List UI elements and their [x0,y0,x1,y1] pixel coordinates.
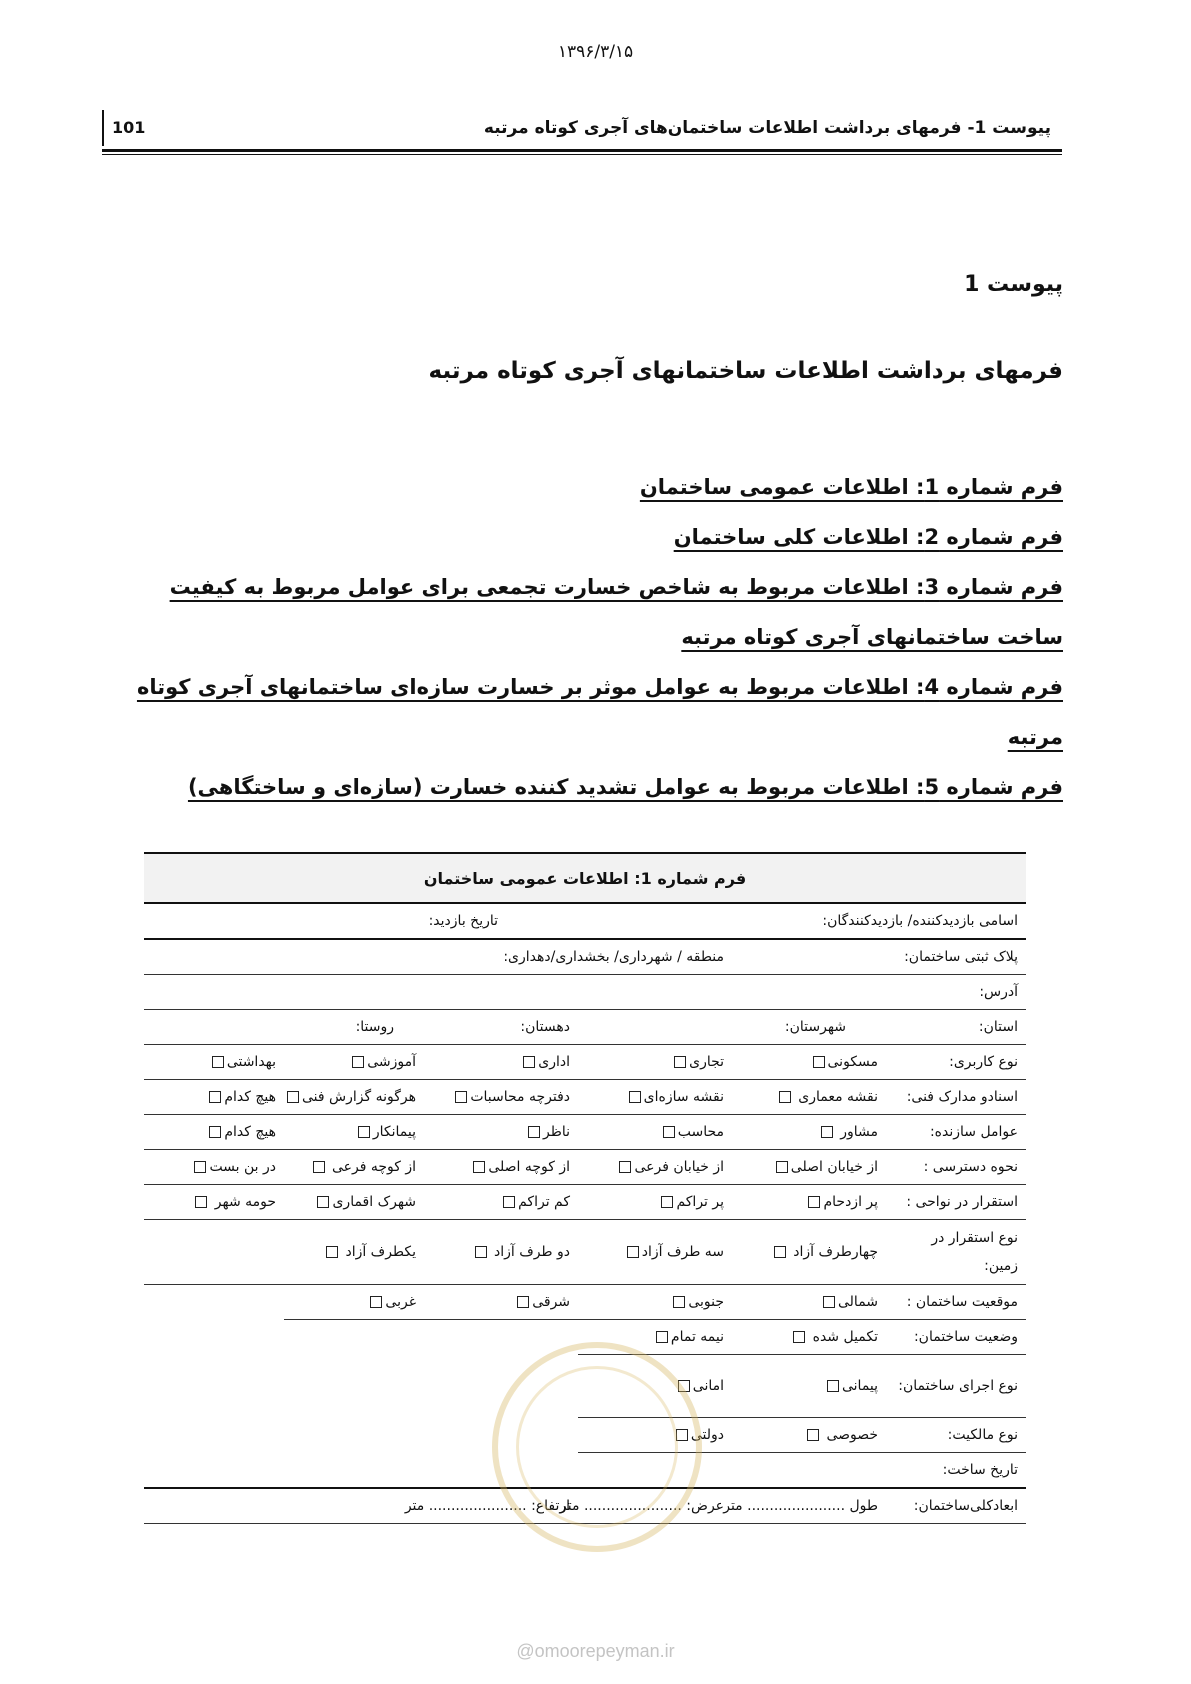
dimensions-label: ابعادکلی‌ساختمان: [886,1488,1026,1524]
forms-list-item: فرم شماره 3: اطلاعات مربوط به شاخص خسارت تجمعی برای عوامل مربوط به کیفیت ساخت ساختمانهای آجری کوتاه مرتبه [169,575,1063,649]
appendix-label: پیوست 1 [964,272,1063,297]
usage-option[interactable]: اداری [424,1045,578,1080]
checkbox-icon[interactable] [827,1380,839,1392]
builders-option[interactable]: مشاور [732,1115,886,1150]
running-header-title: پیوست 1- فرمهای برداشت اطلاعات ساختمان‌های آجری کوتاه مرتبه [483,118,1051,138]
placement-label: نوع استقرار در زمین: [886,1220,1026,1285]
status-option[interactable]: تکمیل شده [732,1320,886,1355]
orientation-option[interactable]: شمالی [732,1285,886,1320]
visit-date-label: تاریخ بازدید: [144,903,578,939]
checkbox-icon[interactable] [517,1296,529,1308]
ownership-label: نوع مالکیت: [886,1418,1026,1453]
header-rule-thin [102,154,1062,155]
forms-list-item: فرم شماره 4: اطلاعات مربوط به عوامل موثر بر خسارت سازه‌ای ساختمانهای آجری کوتاه مرتبه [136,675,1063,749]
checkbox-icon[interactable] [475,1246,487,1258]
documents-option[interactable]: نقشه معماری [732,1080,886,1115]
header-divider-vertical [102,110,104,146]
seal-watermark-icon [492,1342,702,1552]
checkbox-icon[interactable] [195,1196,207,1208]
ownership-option[interactable]: خصوصی [732,1418,886,1453]
document-title: فرمهای برداشت اطلاعات ساختمانهای آجری کوتاه مرتبه [428,358,1063,384]
checkbox-icon[interactable] [287,1091,299,1103]
placement-option[interactable]: دو طرف آزاد [424,1220,578,1285]
status-option[interactable]: نیمه تمام [578,1320,732,1355]
forms-list-item: فرم شماره 5: اطلاعات مربوط به عوامل تشدید کننده خسارت (سازه‌ای و ساختگاهی) [187,775,1063,799]
access-option[interactable]: از کوچه فرعی [284,1150,424,1185]
execution-label: نوع اجرای ساختمان: [886,1355,1026,1418]
checkbox-icon[interactable] [209,1091,221,1103]
access-label: نحوه دسترسی : [886,1150,1026,1185]
checkbox-icon[interactable] [813,1056,825,1068]
location-label: استقرار در نواحی : [886,1185,1026,1220]
documents-option[interactable]: نقشه سازه‌ای [578,1080,732,1115]
orientation-option[interactable]: غربی [284,1285,424,1320]
checkbox-icon[interactable] [473,1161,485,1173]
orientation-option[interactable]: شرقی [424,1285,578,1320]
district-label: دهستان: [424,1010,578,1045]
documents-option[interactable]: دفترچه محاسبات [424,1080,578,1115]
usage-option[interactable]: بهداشتی [144,1045,284,1080]
forms-list-item: فرم شماره 1: اطلاعات عمومی ساختمان [639,475,1063,499]
checkbox-icon[interactable] [776,1161,788,1173]
location-option[interactable]: کم تراکم [424,1185,578,1220]
checkbox-icon[interactable] [317,1196,329,1208]
dimension-height[interactable]: ارتفاع: ...................... متر [144,1488,578,1524]
province-label: استان: [886,1010,1026,1045]
dimension-length[interactable]: طول ...................... متر [732,1488,886,1524]
checkbox-icon[interactable] [627,1246,639,1258]
ownership-option[interactable]: دولتی [578,1418,732,1453]
access-option[interactable]: در بن بست [144,1150,284,1185]
forms-list-item: فرم شماره 2: اطلاعات کلی ساختمان [673,525,1063,549]
form1-caption: فرم شماره 1: اطلاعات عمومی ساختمان [144,853,1026,903]
visitors-label: اسامی بازدیدکننده/ بازدیدکنندگان: [578,903,1026,939]
usage-option[interactable]: آموزشی [284,1045,424,1080]
checkbox-icon[interactable] [656,1331,668,1343]
orientation-label: موقعیت ساختمان : [886,1285,1026,1320]
checkbox-icon[interactable] [358,1126,370,1138]
usage-option[interactable]: مسکونی [732,1045,886,1080]
checkbox-icon[interactable] [194,1161,206,1173]
checkbox-icon[interactable] [823,1296,835,1308]
address-label: آدرس: [144,975,1026,1010]
execution-option[interactable]: پیمانی [732,1355,886,1418]
dimension-width[interactable]: عرض: ...................... متر [578,1488,732,1524]
checkbox-icon[interactable] [313,1161,325,1173]
county-label: شهرستان: [578,1010,886,1045]
plate-label: پلاک ثبتی ساختمان: [732,939,1026,975]
orientation-option[interactable]: جنوبی [578,1285,732,1320]
checkbox-icon[interactable] [619,1161,631,1173]
usage-option[interactable]: تجاری [578,1045,732,1080]
placement-option[interactable]: یکطرف آزاد [284,1220,424,1285]
checkbox-icon[interactable] [661,1196,673,1208]
access-option[interactable]: از خیابان اصلی [732,1150,886,1185]
builders-option[interactable]: پیمانکار [284,1115,424,1150]
checkbox-icon[interactable] [528,1126,540,1138]
checkbox-icon[interactable] [793,1331,805,1343]
checkbox-icon[interactable] [326,1246,338,1258]
builders-option[interactable]: ناظر [424,1115,578,1150]
page-number: 101 [112,118,146,137]
checkbox-icon[interactable] [455,1091,467,1103]
builders-option[interactable]: محاسب [578,1115,732,1150]
checkbox-icon[interactable] [212,1056,224,1068]
checkbox-icon[interactable] [523,1056,535,1068]
top-date: ۱۳۹۶/۳/۱۵ [557,42,634,62]
forms-list [113,462,1063,812]
checkbox-icon[interactable] [209,1126,221,1138]
checkbox-icon[interactable] [779,1091,791,1103]
checkbox-icon[interactable] [821,1126,833,1138]
builders-option[interactable]: هیچ کدام [144,1115,284,1150]
checkbox-icon[interactable] [673,1296,685,1308]
checkbox-icon[interactable] [663,1126,675,1138]
location-option[interactable]: پر تراکم [578,1185,732,1220]
checkbox-icon[interactable] [674,1056,686,1068]
checkbox-icon[interactable] [807,1429,819,1441]
region-label: منطقه / شهرداری/ بخشداری/دهداری: [144,939,732,975]
location-option[interactable]: حومه شهر [144,1185,284,1220]
location-option[interactable]: پر ازدحام [732,1185,886,1220]
header-rule [102,149,1062,152]
status-label: وضعیت ساختمان: [886,1320,1026,1355]
checkbox-icon[interactable] [629,1091,641,1103]
documents-option[interactable]: هیچ کدام [144,1080,284,1115]
checkbox-icon[interactable] [774,1246,786,1258]
location-option[interactable]: شهرک اقماری [284,1185,424,1220]
builders-label: عوامل سازنده: [886,1115,1026,1150]
checkbox-icon[interactable] [808,1196,820,1208]
documents-label: اسنادو مدارک فنی: [886,1080,1026,1115]
checkbox-icon[interactable] [370,1296,382,1308]
documents-option[interactable]: هرگونه گزارش فنی [284,1080,424,1115]
access-option[interactable]: از خیابان فرعی [578,1150,732,1185]
village-label: روستا: [144,1010,424,1045]
usage-label: نوع کاربری: [886,1045,1026,1080]
watermark-url: @omoorepeyman.ir [516,1641,675,1661]
checkbox-icon[interactable] [352,1056,364,1068]
placement-option[interactable]: چهارطرف آزاد [732,1220,886,1285]
execution-option[interactable]: امانی [578,1355,732,1418]
placement-option[interactable]: سه طرف آزاد [578,1220,732,1285]
checkbox-icon[interactable] [503,1196,515,1208]
build-date-label: تاریخ ساخت: [144,1453,1026,1489]
access-option[interactable]: از کوچه اصلی [424,1150,578,1185]
